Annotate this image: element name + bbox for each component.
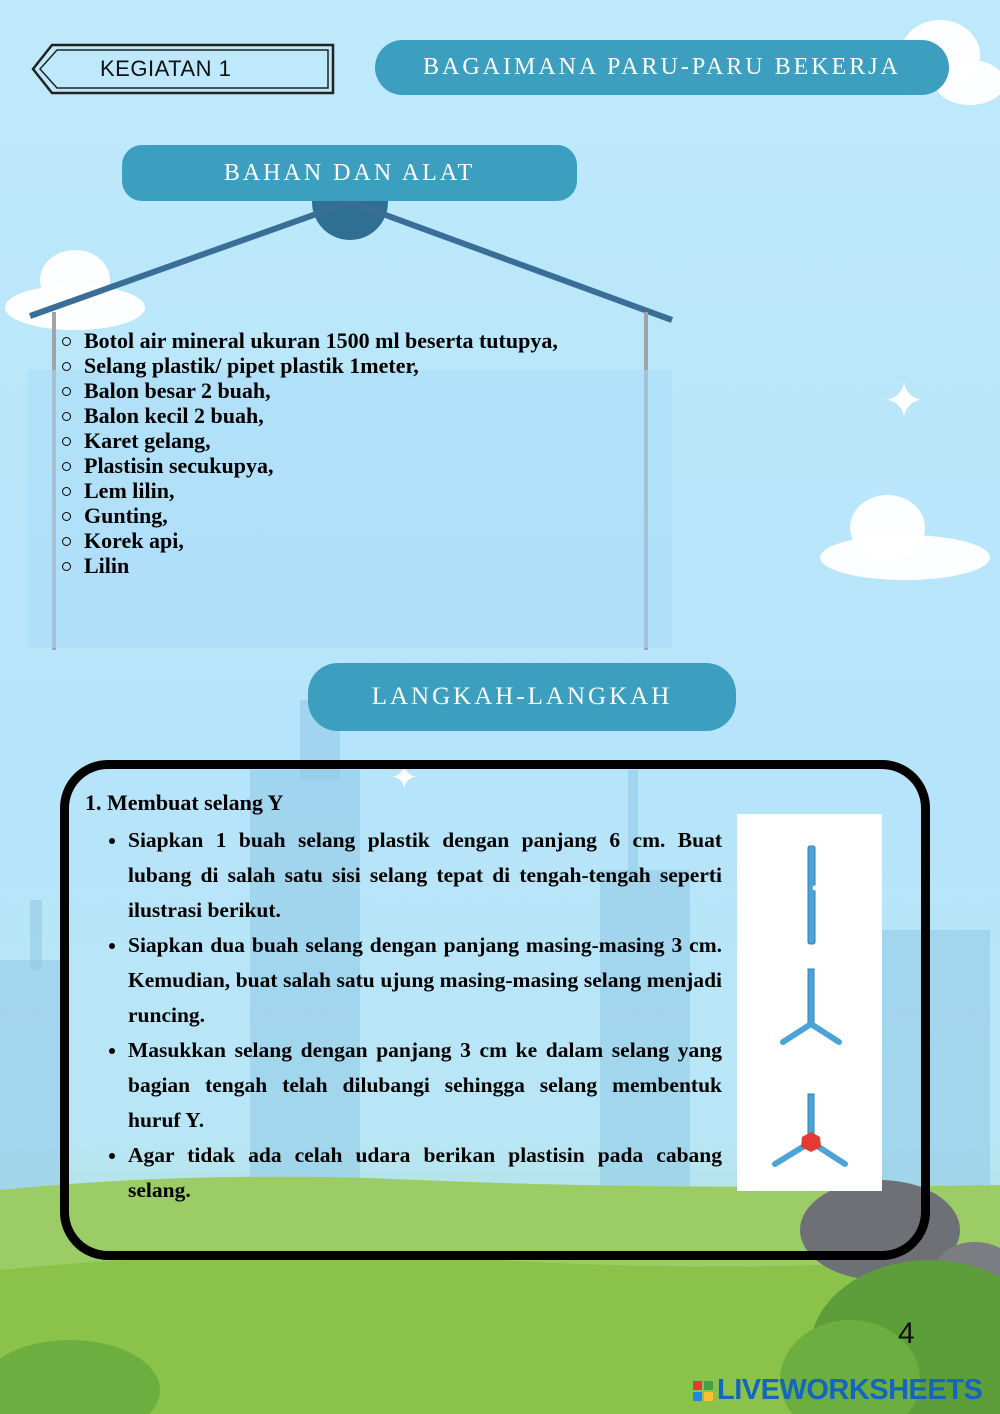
steps-list	[100, 823, 722, 1208]
materials-heading: BAHAN DAN ALAT	[122, 145, 577, 201]
list-item: Karet gelang,	[58, 428, 678, 453]
list-item: • Siapkan dua buah selang dengan panjang masing-masing 3 cm. Kemudian, buat salah satu ujung masing-masing selang menjadi runcing.	[128, 928, 722, 1033]
list-item: Plastisin secukupya,	[58, 453, 678, 478]
list-item: • Agar tidak ada celah udara berikan plastisin pada cabang selang.	[128, 1138, 722, 1208]
cloud	[820, 535, 990, 580]
activity-label: KEGIATAN 1	[100, 56, 232, 81]
list-item: Korek api,	[58, 528, 678, 553]
list-item: Gunting,	[58, 503, 678, 528]
brand-logo	[693, 1374, 982, 1407]
list-item: Lilin	[58, 553, 678, 578]
brand-name: LIVEWORKSHEETS	[717, 1374, 983, 1406]
sparkle-icon: ✦	[390, 758, 419, 798]
city-building	[30, 900, 42, 970]
page-title: BAGAIMANA PARU-PARU BEKERJA	[375, 40, 949, 95]
sparkle-icon: ✦	[883, 372, 925, 430]
activity-tag	[30, 42, 340, 96]
brand-mark-icon	[693, 1381, 713, 1401]
materials-list	[58, 328, 678, 578]
steps-section-title: 1. Membuat selang Y	[85, 790, 284, 815]
list-item: • Masukkan selang dengan panjang 3 cm ke dalam selang yang bagian tengah telah dilubangi sehingga selang membentuk huruf Y.	[128, 1033, 722, 1138]
list-item: Balon besar 2 buah,	[58, 378, 678, 403]
list-item: Lem lilin,	[58, 478, 678, 503]
list-item: Selang plastik/ pipet plastik 1meter,	[58, 353, 678, 378]
steps-heading: LANGKAH-LANGKAH	[308, 663, 736, 731]
list-item: Botol air mineral ukuran 1500 ml beserta tutupya,	[58, 328, 678, 353]
y-tube-diagram	[737, 814, 882, 1191]
list-item: Balon kecil 2 buah,	[58, 403, 678, 428]
y-tube-illustration	[737, 814, 882, 1191]
list-item: • Siapkan 1 buah selang plastik dengan panjang 6 cm. Buat lubang di salah satu sisi selang tepat di tengah-tengah seperti ilustrasi berikut.	[128, 823, 722, 928]
page-number: 4	[898, 1317, 915, 1350]
